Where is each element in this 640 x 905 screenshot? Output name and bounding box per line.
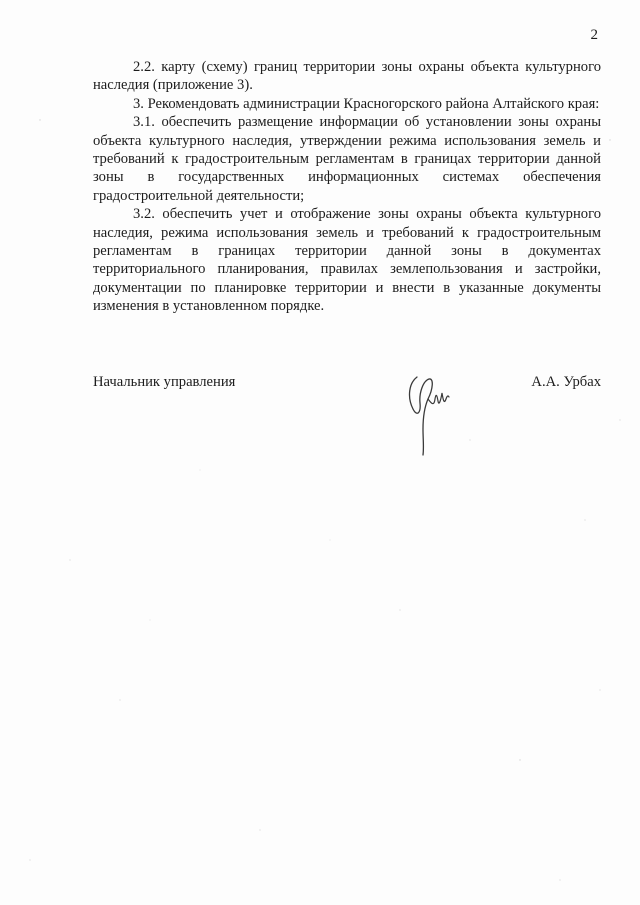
paragraph-2-2: 2.2. карту (схему) границ территории зоны охраны объекта культурного наследия (приложение 3). bbox=[93, 59, 601, 94]
paragraph-3-2: 3.2. обеспечить учет и отображение зоны охраны объекта культурного наследия, режима использования земель и требований к градостроительным регламентам в границах территории данной зоны в документах территориального планирования, правилах землепользования и застройки, документации по планировке территории и внести в указанные документы изменения в установленном порядке. bbox=[93, 206, 601, 315]
signature-block bbox=[93, 373, 601, 473]
paragraph-3-1: 3.1. обеспечить размещение информации об установлении зоны охраны объекта культурного наследия, утверждении режима использования земель и требований к градостроительным регламентам в границах территории данной зоны в государственных информационных системах обеспечения градостроительной деятельности; bbox=[93, 114, 601, 204]
paragraph-3: 3. Рекомендовать администрации Красногорского района Алтайского края: bbox=[133, 95, 600, 112]
page-number: 2 bbox=[590, 27, 598, 43]
signer-name: А.А. Урбах bbox=[531, 374, 601, 390]
document-body bbox=[93, 58, 601, 316]
handwritten-signature bbox=[401, 369, 451, 459]
signer-position: Начальник управления bbox=[93, 374, 236, 390]
